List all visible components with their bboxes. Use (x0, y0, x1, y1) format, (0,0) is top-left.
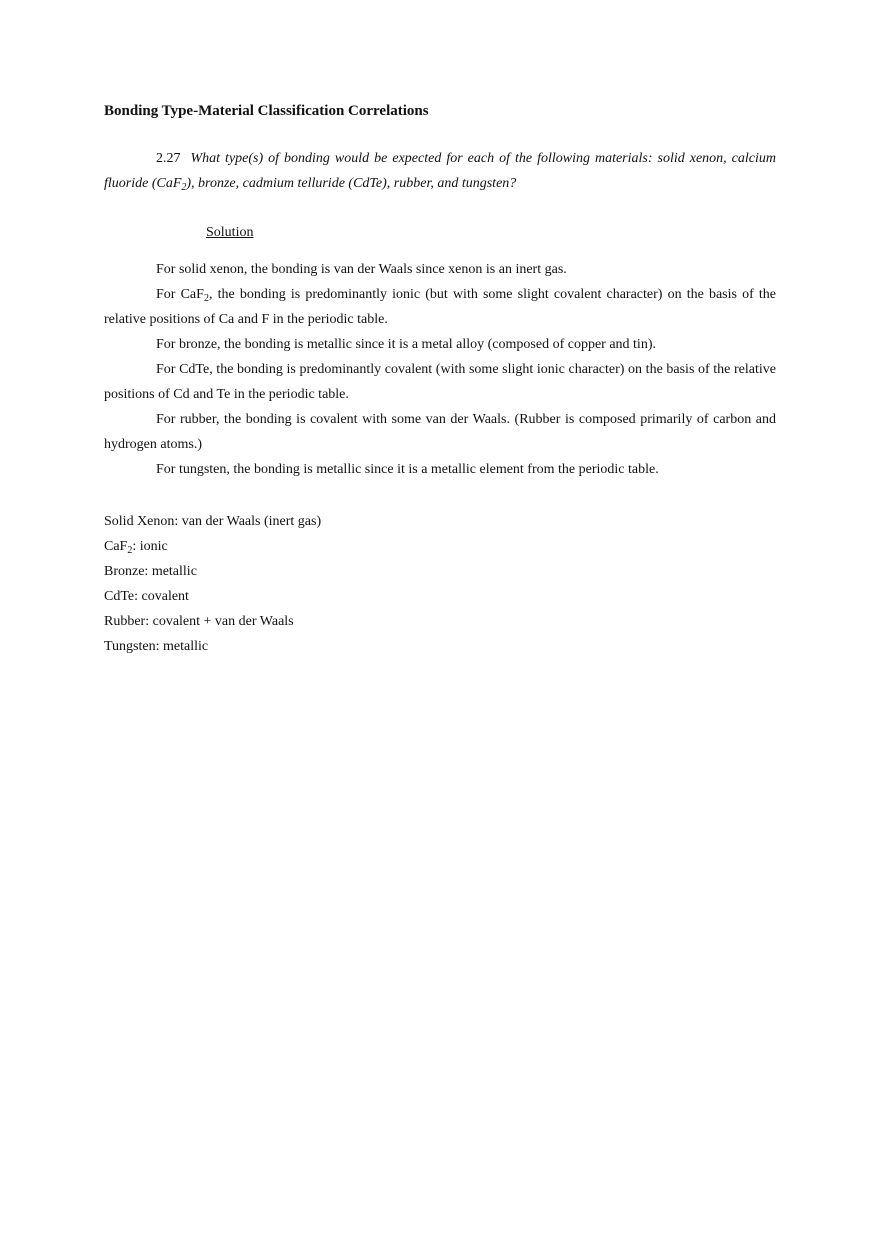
problem-number: 2.27 (156, 151, 181, 166)
summary-caf2-part-2: : ionic (132, 539, 168, 554)
summary-tungsten: Tungsten: metallic (104, 639, 209, 654)
paragraph-xenon: For solid xenon, the bonding is van der Waals since xenon is an inert gas. (156, 262, 567, 277)
problem-statement (104, 146, 776, 196)
problem-text-part-2: ), bronze, cadmium telluride (CdTe), rubber, and tungsten? (186, 176, 517, 191)
summary-xenon: Solid Xenon: van der Waals (inert gas) (104, 514, 322, 529)
summary-caf2-subscript: 2 (127, 545, 133, 556)
paragraph-cdte: For CdTe, the bonding is predominantly covalent (with some slight ionic character) on the basis of the relative positions of Cd and Te in the periodic table. (104, 362, 776, 402)
section-heading: Bonding Type-Material Classification Correlations (104, 103, 429, 119)
answer-summary (104, 509, 321, 659)
summary-rubber: Rubber: covalent + van der Waals (104, 614, 294, 629)
problem-text (104, 151, 776, 191)
paragraph-bronze: For bronze, the bonding is metallic since it is a metal alloy (composed of copper and tin). (156, 337, 656, 352)
summary-bronze: Bronze: metallic (104, 564, 197, 579)
paragraph-tungsten: For tungsten, the bonding is metallic since it is a metallic element from the periodic table. (156, 462, 659, 477)
problem-text-part-1: What type(s) of bonding would be expected for each of the following materials: solid xenon, calcium fluoride (CaF (104, 151, 776, 191)
summary-caf2 (104, 534, 321, 559)
problem-subscript: 2 (181, 182, 187, 193)
paragraph-caf2-part-1: For CaF (156, 287, 204, 302)
solution-body (104, 257, 776, 482)
paragraph-rubber: For rubber, the bonding is covalent with some van der Waals. (Rubber is composed primarily of carbon and hydrogen atoms.) (104, 412, 776, 452)
paragraph-caf2-subscript: 2 (203, 293, 209, 304)
paragraph-caf2 (104, 282, 776, 332)
summary-cdte: CdTe: covalent (104, 589, 189, 604)
paragraph-caf2-part-2: , the bonding is predominantly ionic (but with some slight covalent character) on the basis of the relative positions of Ca and F in the periodic table. (104, 287, 776, 327)
summary-caf2-part-1: CaF (104, 539, 128, 554)
solution-label: Solution (206, 225, 254, 240)
